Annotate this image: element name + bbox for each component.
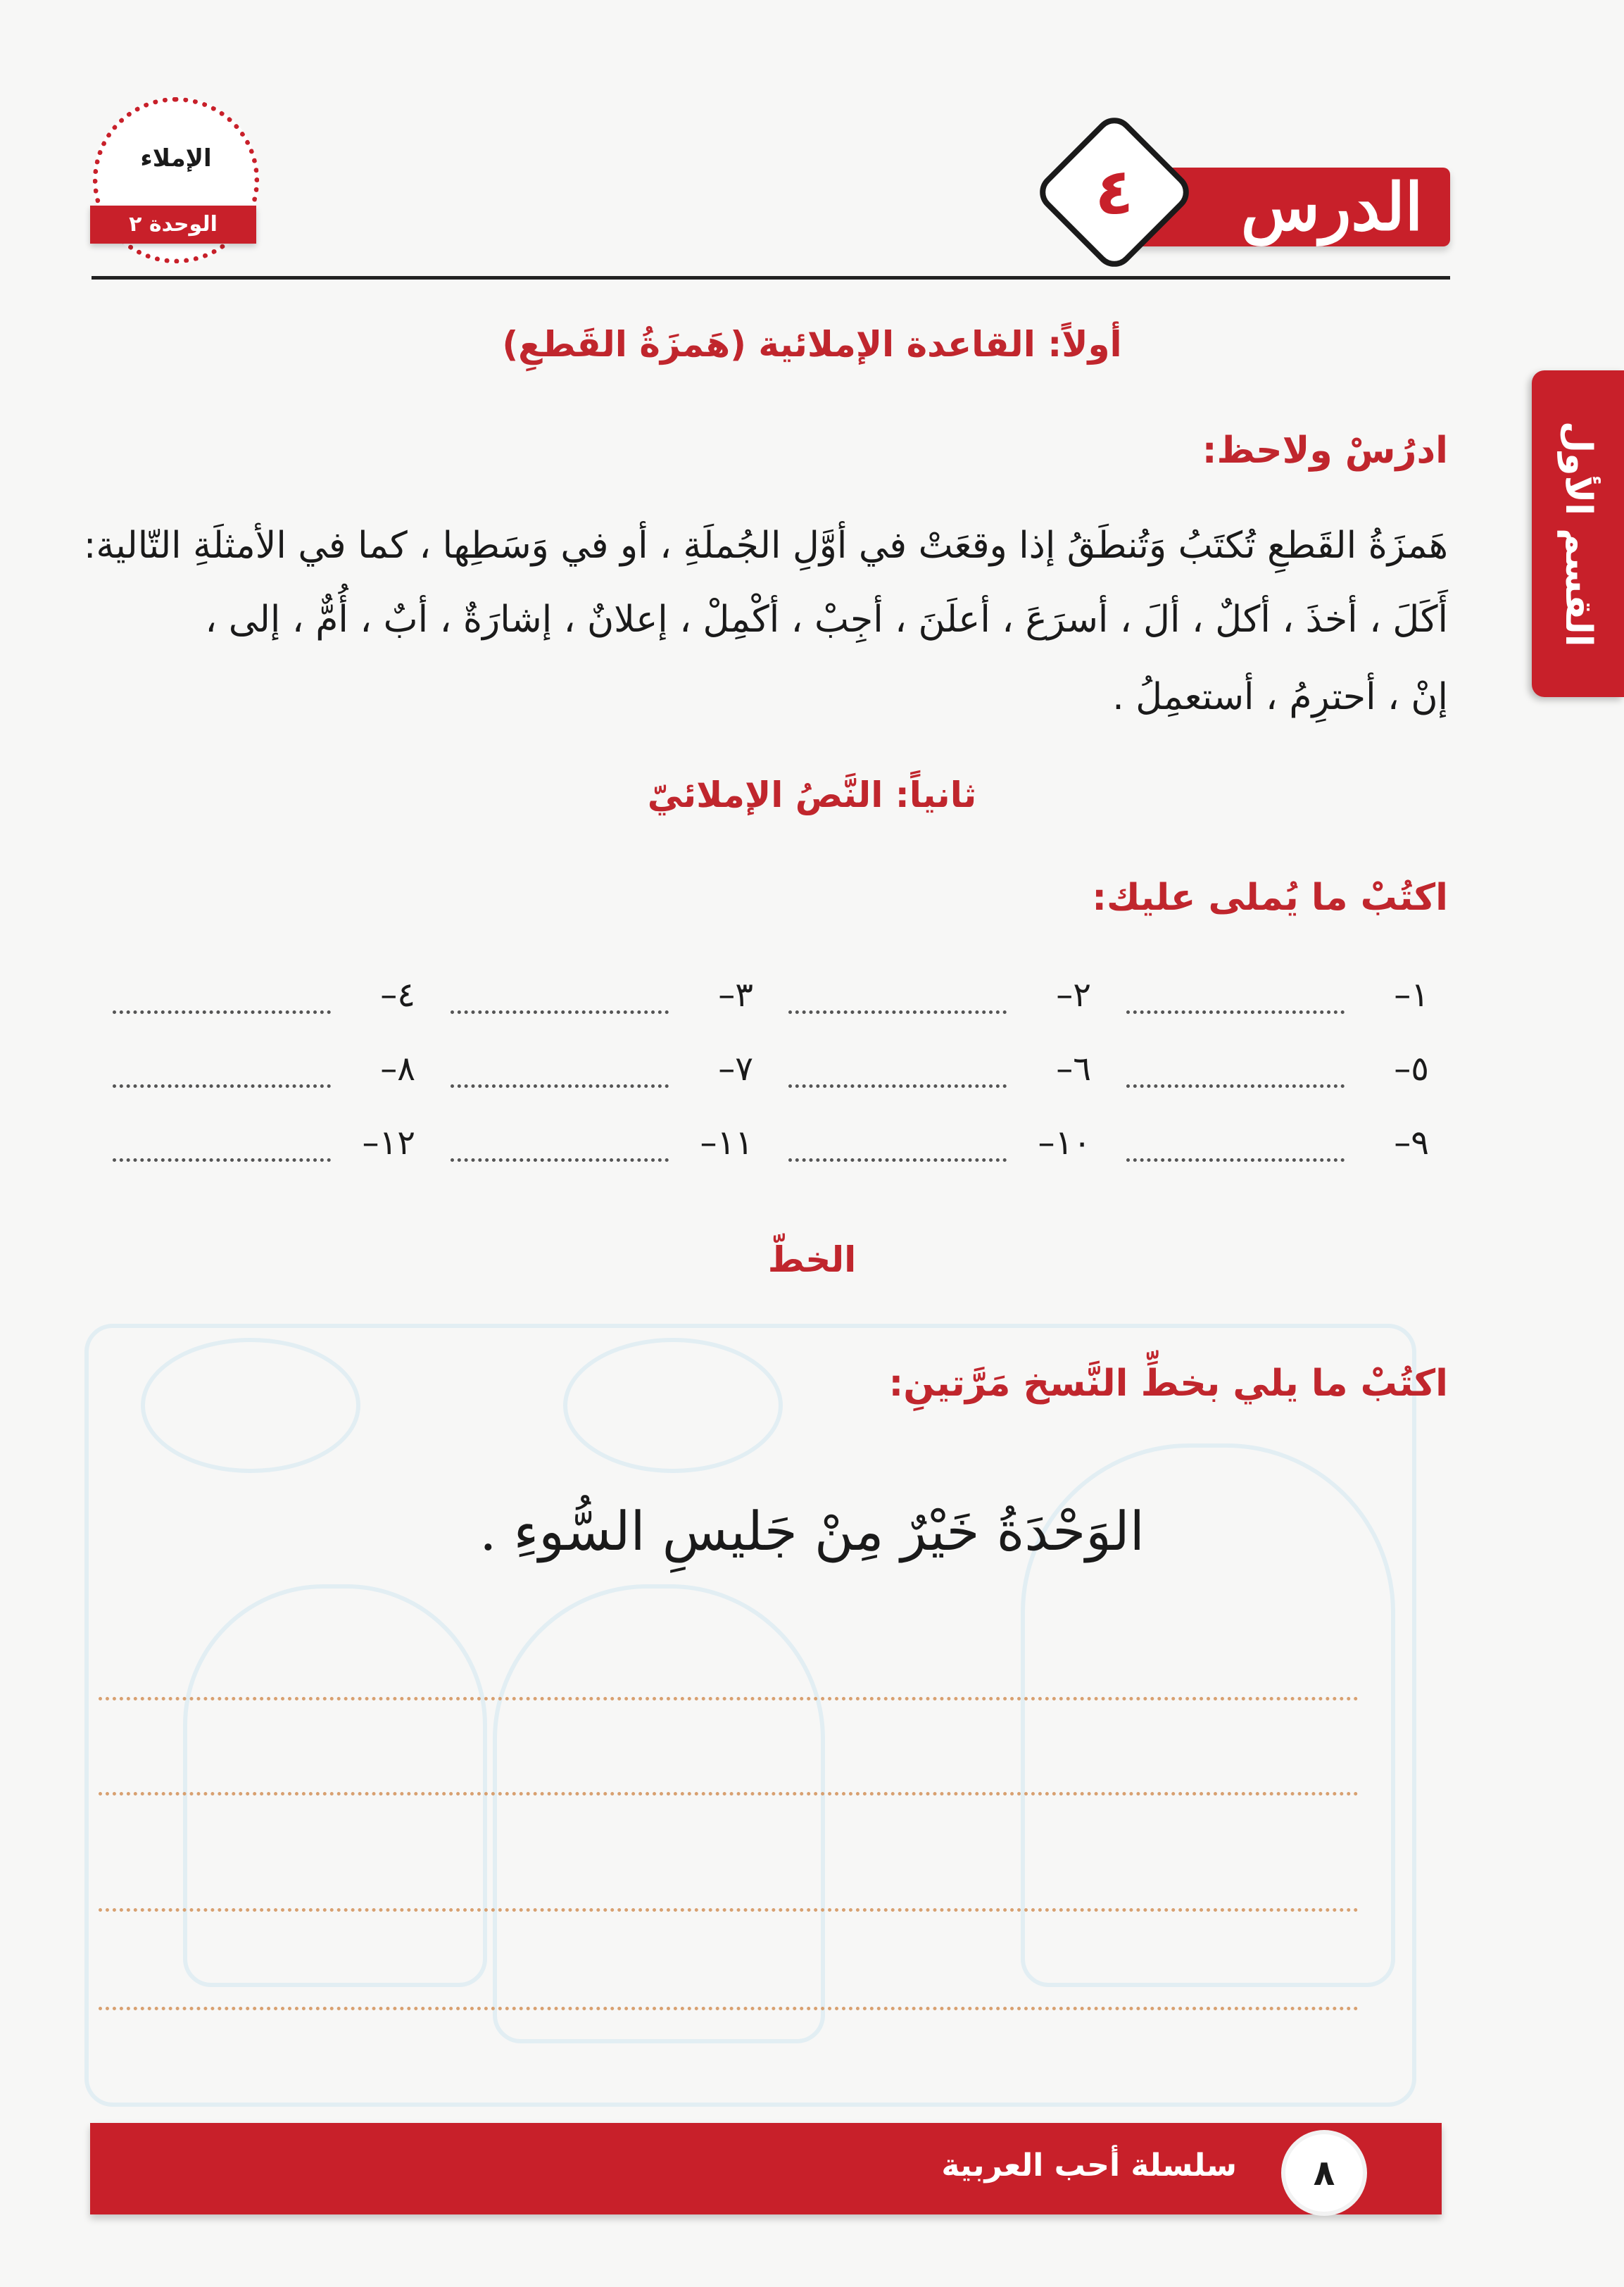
section-side-tab-label: القسم الأول	[1557, 420, 1599, 647]
writing-line[interactable]	[99, 1908, 1359, 1912]
dictation-blank[interactable]	[781, 975, 1091, 1032]
dictation-blank[interactable]	[106, 1049, 415, 1105]
page-number: ٨	[1313, 2153, 1335, 2193]
dictation-row	[120, 975, 1429, 1032]
header-divider	[92, 276, 1450, 280]
handwriting-instruction: اكتُبْ ما يلي بخطِّ النَّسخ مَرَّتينِ:	[888, 1362, 1448, 1405]
blank-number: ٨–	[380, 1049, 415, 1089]
dotted-line	[788, 1084, 1007, 1088]
dictation-blank[interactable]	[1119, 1049, 1429, 1105]
blank-number: ١٢–	[362, 1123, 415, 1163]
dictation-blank[interactable]	[781, 1123, 1091, 1179]
dotted-line	[113, 1158, 331, 1162]
blank-number: ٩–	[1394, 1123, 1429, 1163]
dotted-line	[1126, 1084, 1345, 1088]
handwriting-section-title: الخطّ	[767, 1239, 857, 1280]
unit-skill-label: الإملاء	[140, 144, 212, 173]
dictation-instruction: اكتُبْ ما يُملى عليك:	[1092, 877, 1448, 919]
blank-number: ٧–	[718, 1049, 753, 1089]
unit-tag: الوحدة ٢	[90, 206, 256, 244]
writing-line[interactable]	[99, 2007, 1359, 2010]
writing-line[interactable]	[99, 1697, 1359, 1700]
blank-number: ٥–	[1394, 1049, 1429, 1089]
dotted-line	[451, 1084, 669, 1088]
series-title: سلسلة أحب العربية	[941, 2148, 1237, 2183]
footer-bar	[90, 2123, 1442, 2214]
dotted-line	[451, 1158, 669, 1162]
bleed-circle-b	[563, 1338, 783, 1473]
bleed-circle-a	[141, 1338, 360, 1473]
rule-text-line: أَكَلَ ، أخذَ ، أكلٌ ، ألَ ، أسرَعَ ، أعلَنَ ، أجِبْ ، أكْمِلْ ، إعلانٌ ، إشارَةٌ ، أبٌ ، أُمٌّ ، إلى ،	[205, 599, 1448, 641]
dictation-section-title: ثانياً: النَّصُ الإملائيّ	[647, 775, 977, 815]
bleed-figure-a	[183, 1584, 487, 1987]
dictation-blank[interactable]	[106, 975, 415, 1032]
bleed-figure-b	[493, 1584, 825, 2043]
dictation-blank[interactable]	[1119, 975, 1429, 1032]
dictation-blank[interactable]	[443, 1049, 753, 1105]
blank-number: ٢–	[1056, 975, 1091, 1015]
blank-number: ٦–	[1056, 1049, 1091, 1089]
blank-number: ٤–	[380, 975, 415, 1015]
copy-saying: الوَحْدَةُ خَيْرٌ مِنْ جَليسِ السُّوءِ .	[479, 1500, 1145, 1562]
lesson-number: ٤	[1095, 155, 1134, 229]
writing-line[interactable]	[99, 1792, 1359, 1796]
dotted-line	[1126, 1010, 1345, 1014]
dotted-line	[788, 1158, 1007, 1162]
dictation-blank[interactable]	[781, 1049, 1091, 1105]
blank-number: ١١–	[700, 1123, 753, 1163]
study-label: ادرُسْ ولاحظ:	[1202, 430, 1448, 472]
dictation-blank[interactable]	[106, 1123, 415, 1179]
dictation-blank[interactable]	[443, 975, 753, 1032]
dotted-line	[451, 1010, 669, 1014]
dotted-line	[113, 1010, 331, 1014]
dictation-row	[120, 1123, 1429, 1179]
dotted-line	[788, 1010, 1007, 1014]
dotted-line	[1126, 1158, 1345, 1162]
rule-text-line: هَمزَةُ القَطعِ تُكتَبُ وَتُنطَقُ إذا وقعَتْ في أوَّلِ الجُملَةِ ، أو في وَسَطِها ، كما في الأمثلَةِ التّالية:	[83, 525, 1448, 567]
blank-number: ١–	[1394, 975, 1429, 1015]
dictation-blank[interactable]	[443, 1123, 753, 1179]
dictation-row	[120, 1049, 1429, 1105]
blank-number: ٣–	[718, 975, 753, 1015]
rule-text-line: إنْ ، أحترِمُ ، أستعمِلُ .	[1112, 676, 1448, 718]
dictation-blank[interactable]	[1119, 1123, 1429, 1179]
lesson-title: الدرس	[1240, 169, 1423, 245]
dotted-line	[113, 1084, 331, 1088]
blank-number: ١٠–	[1038, 1123, 1091, 1163]
rule-section-title: أولاً: القاعدة الإملائية (هَمزَةُ القَطعِ)	[502, 324, 1122, 365]
